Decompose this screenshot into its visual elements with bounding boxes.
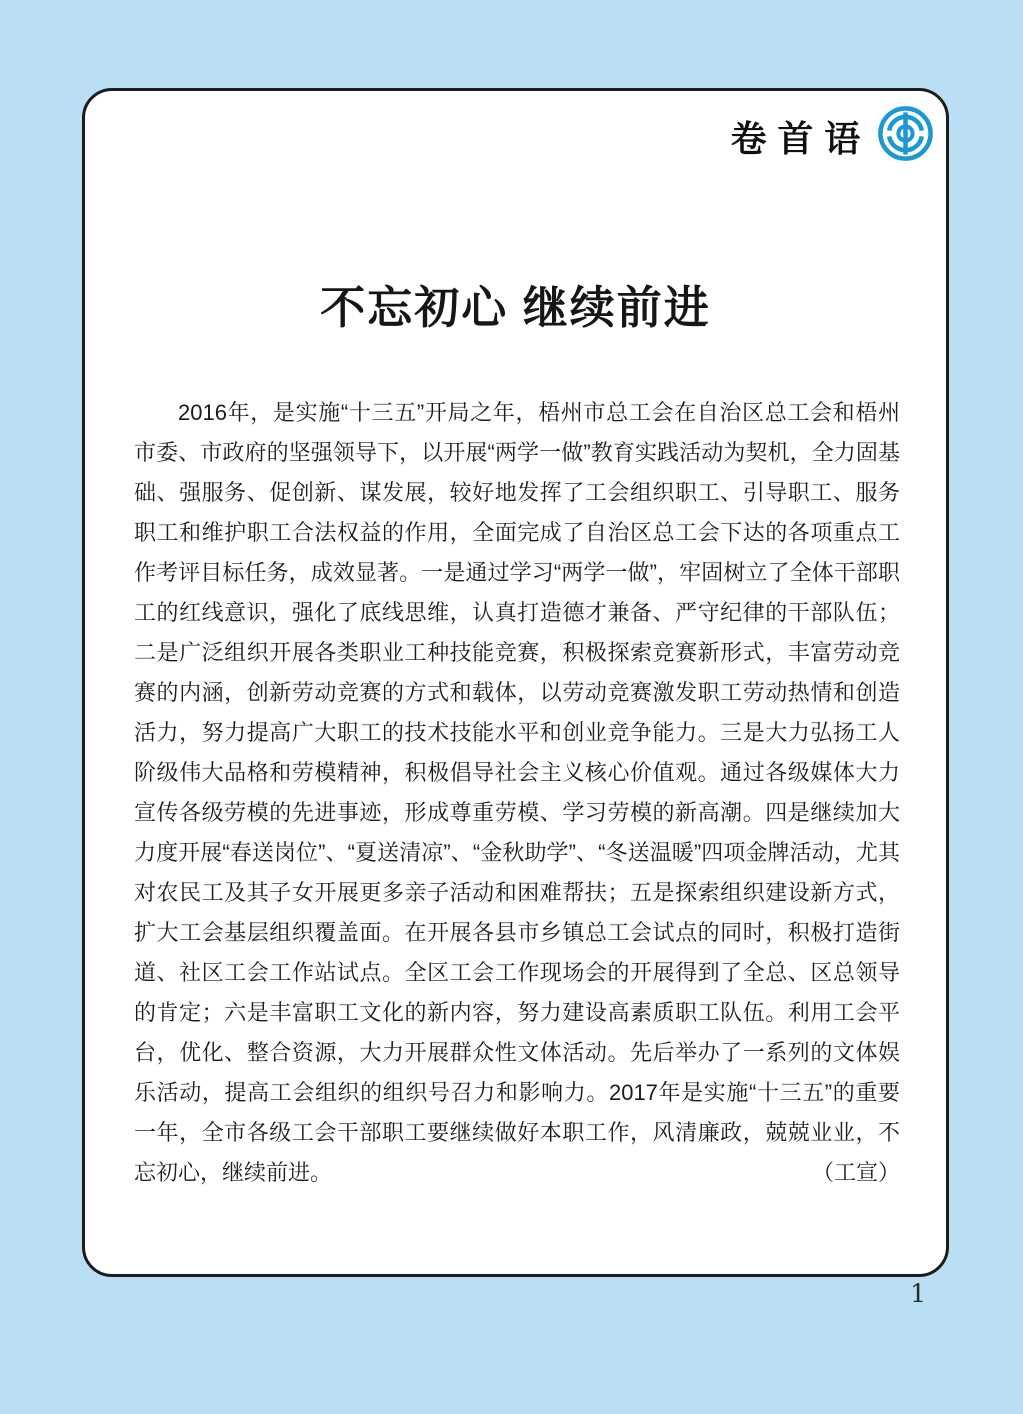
article-byline: （工宣）	[811, 1159, 900, 1185]
content-card	[82, 88, 949, 1277]
article-body-text: 2016年，是实施“十三五”开局之年，梧州市总工会在自治区总工会和梧州市委、市政府的坚强领导下，以开展“两学一做”教育实践活动为契机，全力固基础、强服务、促创新、谋发展，较好地发挥了工会组织职工、引导职工、服务职工和维护职工合法权益的作用，全面完成了自治区总工会下达的各项重点工作考评目标任务，成效显著。一是通过学习“两学一做”，牢固树立了全体干部职工的红线意识，强化了底线思维，认真打造德才兼备、严守纪律的干部队伍；二是广泛组织开展各类职业工种技能竞赛，积极探索竞赛新形式，丰富劳动竞赛的内涵，创新劳动竞赛的方式和载体，以劳动竞赛激发职工劳动热情和创造活力，努力提高广大职工的技术技能水平和创业竞争能力。三是大力弘扬工人阶级伟大品格和劳模精神，积极倡导社会主义核心价值观。通过各级媒体大力宣传各级劳模的先进事迹，形成尊重劳模、学习劳模的新高潮。四是继续加大力度开展“春送岗位”、“夏送清凉”、“金秋助学”、“冬送温暖”四项金牌活动，尤其对农民工及其子女开展更多亲子活动和困难帮扶；五是探索组织建设新方式，扩大工会基层组织覆盖面。在开展各县市乡镇总工会试点的同时，积极打造街道、社区工会工作站试点。全区工会工作现场会的开展得到了全总、区总领导的肯定；六是丰富职工文化的新内容，努力建设高素质职工队伍。利用工会平台，优化、整合资源，大力开展群众性文体活动。先后举办了一系列的文体娱乐活动，提高工会组织的组织号召力和影响力。2017年是实施“十三五”的重要一年，全市各级工会干部职工要继续做好本职工作，风清廉政，兢兢业业，不忘初心，继续前进。	[134, 399, 900, 1185]
article-body	[134, 393, 900, 1193]
section-title: 卷首语	[730, 117, 871, 160]
section-header	[731, 105, 934, 162]
page-number: 1	[910, 1279, 926, 1308]
article-title: 不忘初心 继续前进	[320, 282, 711, 333]
trade-union-logo-icon	[877, 105, 934, 162]
